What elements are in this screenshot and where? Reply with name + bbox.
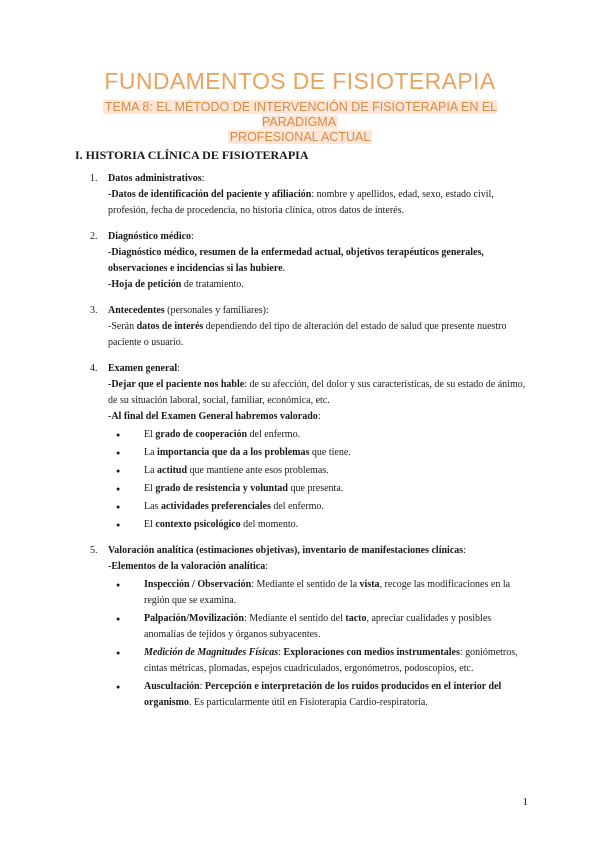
bullet-item: ● Medición de Magnitudes Físicas: Exploraciones con medios instrumentales: goniómetros, cintas métricas, plomadas, espejos cuadriculados, ergonómetros, podoscopios, etc. (108, 645, 530, 677)
topic-subtitle (100, 100, 500, 145)
item-line: -Elementos de la valoración analítica: (108, 561, 268, 572)
list-item-analytic-assessment (90, 543, 530, 711)
item-heading: Diagnóstico médico: (108, 231, 194, 242)
numbered-list (90, 171, 530, 721)
item-number: 4. (90, 363, 98, 374)
bullet-item: ● El grado de resistencia y voluntad que presenta. (108, 481, 530, 497)
section-heading: I. HISTORIA CLÍNICA DE FISIOTERAPIA (75, 148, 309, 162)
item-number: 1. (90, 173, 98, 184)
item-line: -Hoja de petición de tratamiento. (108, 279, 244, 290)
list-item-medical-diagnosis (90, 229, 530, 293)
bullet-list (108, 427, 530, 533)
bullet-item: ● El grado de cooperación del enfermo. (108, 427, 530, 443)
subtitle-line-2: PROFESIONAL ACTUAL (229, 130, 371, 144)
item-heading: Valoración analítica (estimaciones objetivas), inventario de manifestaciones clínicas: (108, 545, 466, 556)
item-heading: Antecedentes (personales y familiares): (108, 305, 269, 316)
list-item-general-exam (90, 361, 530, 533)
item-line: -Al final del Examen General habremos valorado: (108, 411, 321, 422)
item-number: 2. (90, 231, 98, 242)
subtitle-line-1: TEMA 8: EL MÉTODO DE INTERVENCIÓN DE FISIOTERAPIA EN EL PARADIGMA (104, 100, 498, 129)
item-number: 5. (90, 545, 98, 556)
list-item-administrative (90, 171, 530, 219)
page-number: 1 (522, 796, 528, 808)
bullet-item: ● Inspección / Observación: Mediante el sentido de la vista, recoge las modificaciones en la región que se examina. (108, 577, 530, 609)
list-item-background (90, 303, 530, 351)
bullet-item: ● La importancia que da a los problemas que tiene. (108, 445, 530, 461)
item-line: -Dejar que el paciente nos hable: de su afección, del dolor y sus características, de su estado de ánimo, de su situación laboral, social, familiar, económica, etc. (108, 379, 526, 406)
item-heading: Examen general: (108, 363, 180, 374)
item-number: 3. (90, 305, 98, 316)
item-line: -Datos de identificación del paciente y afiliación: nombre y apellidos, edad, sexo, estado civil, profesión, fecha de procedencia, no historia clínica, otros datos de interés. (108, 189, 494, 216)
item-line: -Serán datos de interés dependiendo del tipo de alteración del estado de salud que presente nuestro paciente o usuario. (108, 321, 507, 348)
bullet-item: ● La actitud que mantiene ante esos problemas. (108, 463, 530, 479)
bullet-item: ● El contexto psicológico del momento. (108, 517, 530, 533)
bullet-item: ● Auscultación: Percepción e interpretación de los ruidos producidos en el interior del organismo. Es particularmente útil en Fisioterapia Cardio-respiratoria. (108, 679, 530, 711)
item-heading: Datos administrativos: (108, 173, 205, 184)
item-line: -Diagnóstico médico, resumen de la enfermedad actual, objetivos terapéuticos generales, observaciones e incidencias si las hubiere. (108, 247, 484, 274)
document-title: FUNDAMENTOS DE FISIOTERAPIA (104, 68, 496, 94)
bullet-item: ● Palpación/Movilización: Mediante el sentido del tacto, apreciar cualidades y posibles anomalías de tejidos y órganos subyacentes. (108, 611, 530, 643)
bullet-item: ● Las actividades preferenciales del enfermo. (108, 499, 530, 515)
bullet-list (108, 577, 530, 711)
